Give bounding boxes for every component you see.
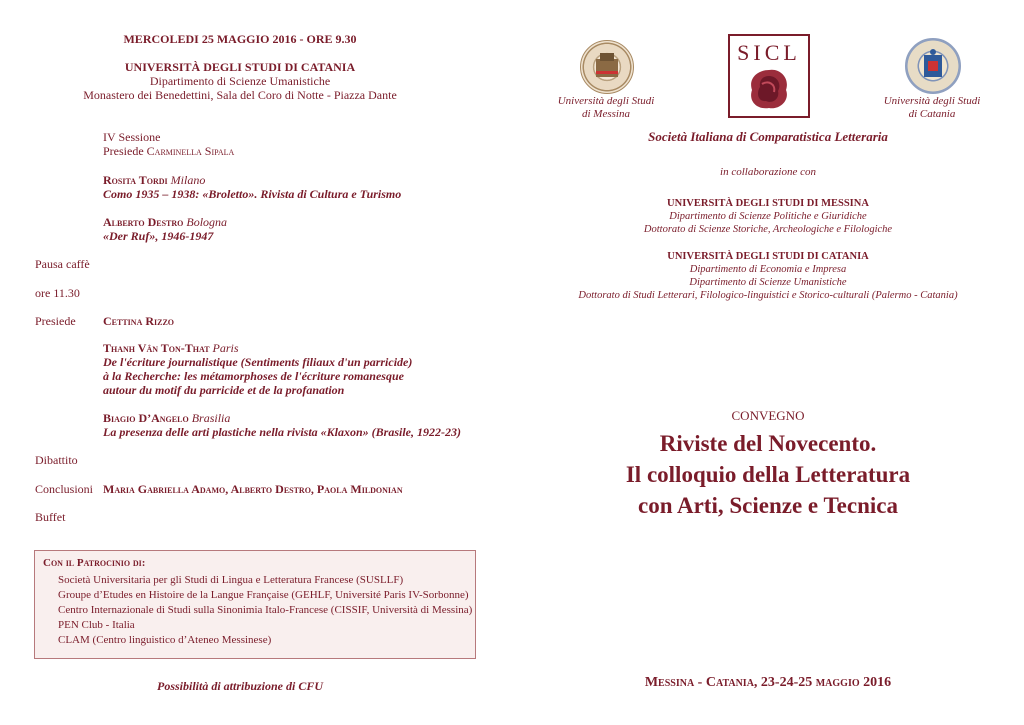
catania-dept-line: Dipartimento di Economia e Impresa xyxy=(689,264,847,275)
session-chair-name: Carminella Sipala xyxy=(146,144,235,158)
host-university: UNIVERSITÀ DEGLI STUDI DI CATANIA xyxy=(124,60,356,74)
session-chair xyxy=(103,144,234,158)
host-department: Dipartimento di Scienze Umanistiche xyxy=(149,74,331,88)
patronage-item: CLAM (Centro linguistico d’Ateneo Messinese) xyxy=(58,634,272,646)
speaker-name: Alberto Destro xyxy=(103,215,184,229)
patronage-item: Centro Internazionale di Studi sulla Sinonimia Italo-Francese (CISSIF, Università di Messina) xyxy=(58,604,473,616)
venue: Monastero dei Benedettini, Sala del Coro di Notte - Piazza Dante xyxy=(83,88,397,102)
chair2-label: Presiede xyxy=(35,314,76,328)
messina-seal-icon xyxy=(580,40,634,94)
speaker-name: Biagio D’Angelo xyxy=(103,411,189,425)
speaker-city: Brasilia xyxy=(191,411,231,425)
talk-item xyxy=(103,411,523,439)
time-label: ore 11.30 xyxy=(35,286,80,300)
convegno-label: CONVEGNO xyxy=(731,408,805,423)
break-label: Pausa caffè xyxy=(35,257,90,271)
messina-caption-line: Università degli Studi xyxy=(557,95,655,107)
speaker-city: Bologna xyxy=(186,215,228,229)
session-chair-prefix: Presiede xyxy=(103,144,144,158)
patronage-item: Società Universitaria per gli Studi di Lingua e Letteratura Francese (SUSLLF) xyxy=(58,574,404,586)
catania-caption-line: Università degli Studi xyxy=(883,95,981,107)
conference-title xyxy=(548,428,988,521)
collab-label: in collaborazione con xyxy=(720,166,816,178)
catania-seal-icon xyxy=(905,38,961,94)
session-title: IV Sessione xyxy=(103,130,161,144)
conference-title-line: con Arti, Scienze e Tecnica xyxy=(638,493,898,518)
talk-title: Como 1935 – 1938: «Broletto». Rivista di Cultura e Turismo xyxy=(103,187,402,201)
patronage-item: Groupe d’Etudes en Histoire de la Langue Française (GEHLF, Université Paris IV-Sorbonne) xyxy=(58,589,469,601)
conference-place-date: Messina - Catania, 23-24-25 maggio 2016 xyxy=(644,675,892,690)
conclusions-names: Maria Gabriella Adamo, Alberto Destro, Paola Mildonian xyxy=(103,482,403,496)
catania-seal-graphic xyxy=(906,39,960,93)
messina-university-name: UNIVERSITÀ DEGLI STUDI DI MESSINA xyxy=(667,198,869,209)
sicl-logo xyxy=(728,34,810,118)
catania-university-name: UNIVERSITÀ DEGLI STUDI DI CATANIA xyxy=(667,251,869,262)
society-name: Società Italiana di Comparatistica Letteraria xyxy=(648,129,888,144)
messina-caption xyxy=(546,95,666,121)
talk-title: La presenza delle arti plastiche nella rivista «Klaxon» (Brasile, 1922-23) xyxy=(103,425,461,439)
sicl-logo-text: SICL xyxy=(737,40,801,65)
talk-item xyxy=(103,173,523,201)
chair2-name: Cettina Rizzo xyxy=(103,314,175,328)
conference-title-line: Riviste del Novecento. xyxy=(659,431,877,456)
talk-title-line: De l'écriture journalistique (Sentiments filiaux d'un parricide) xyxy=(103,355,413,369)
messina-dept-line: Dottorato di Scienze Storiche, Archeologiche e Filologiche xyxy=(643,224,893,235)
speaker-city: Paris xyxy=(212,341,239,355)
patronage-title: Con il Patrocinio di: xyxy=(43,557,146,569)
talk-title-line: à la Recherche: les métamorphoses de l'écriture romanesque xyxy=(103,369,404,383)
patronage-item: PEN Club - Italia xyxy=(58,619,135,631)
buffet-label: Buffet xyxy=(35,510,66,524)
conclusions-label: Conclusioni xyxy=(35,482,94,496)
speaker-city: Milano xyxy=(170,173,206,187)
catania-caption xyxy=(872,95,992,121)
debate-label: Dibattito xyxy=(35,453,78,467)
event-date-line: MERCOLEDI 25 MAGGIO 2016 - ORE 9.30 xyxy=(123,32,357,46)
cfu-note: Possibilità di attribuzione di CFU xyxy=(156,679,324,693)
sicl-rose-icon xyxy=(744,66,794,112)
conference-title-line: Il colloquio della Letteratura xyxy=(625,462,911,487)
talk-title-line: autour du motif du parricide et de la profanation xyxy=(103,383,345,397)
messina-dept-line: Dipartimento di Scienze Politiche e Giuridiche xyxy=(669,211,867,222)
talk-title: «Der Ruf», 1946-1947 xyxy=(103,229,214,243)
messina-caption-line: di Messina xyxy=(582,108,630,120)
talk-item xyxy=(103,341,523,397)
patronage-box xyxy=(34,550,476,659)
catania-caption-line: di Catania xyxy=(908,108,956,120)
talk-item xyxy=(103,215,523,243)
catania-dept-line: Dipartimento di Scienze Umanistiche xyxy=(689,277,847,288)
messina-seal-graphic xyxy=(581,41,633,93)
catania-dept-line: Dottorato di Studi Letterari, Filologico-linguistici e Storico-culturali (Palermo - Catania) xyxy=(578,290,958,301)
speaker-name: Thanh Vân Ton-That xyxy=(103,341,210,355)
speaker-name: Rosita Tordi xyxy=(103,173,168,187)
